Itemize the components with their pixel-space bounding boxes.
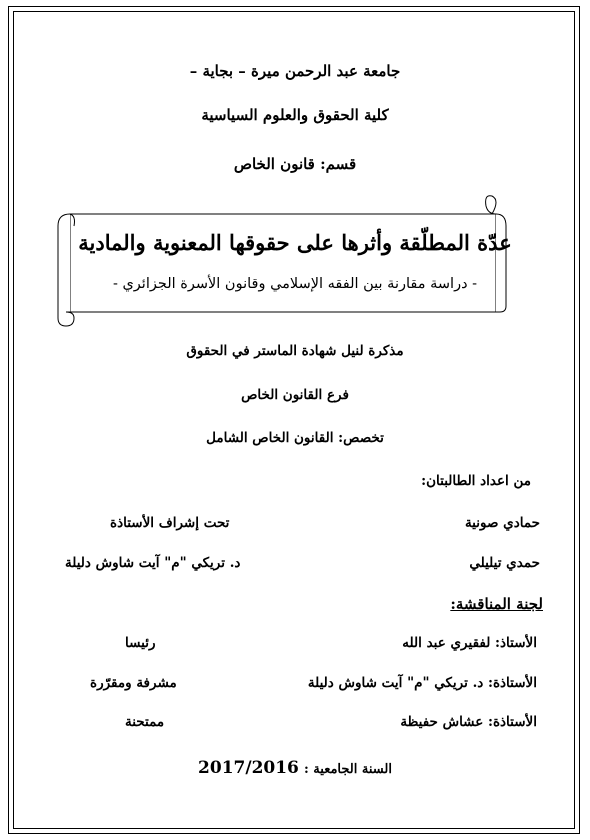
academic-year-value: 2017/2016 [198, 758, 299, 778]
students-heading: من اعداد الطالبتان: [421, 473, 531, 489]
supervisor-name: د. تريكي "م" آيت شاوش دليلة [65, 555, 241, 571]
committee-member-3-role: ممتحنة [125, 714, 165, 730]
thesis-subtitle: - دراسة مقارنة بين الفقه الإسلامي وقانون الأسرة الجزائري - [112, 276, 478, 292]
specialty-line: تخصص: القانون الخاص الشامل [206, 430, 384, 446]
faculty-name: كلية الحقوق والعلوم السياسية [201, 106, 389, 124]
committee-heading: لجنة المناقشة: [450, 595, 543, 613]
committee-member-1-role: رئيسا [125, 635, 156, 651]
academic-year [0, 758, 590, 778]
supervision-label: تحت إشراف الأستاذة [110, 515, 230, 531]
degree-line: مذكرة لنيل شهادة الماستر في الحقوق [186, 343, 404, 359]
committee-member-1-name: الأستاذ: لفقيري عبد الله [402, 635, 537, 651]
academic-year-label: السنة الجامعية : [303, 762, 392, 777]
committee-member-2-role: مشرفة ومقرّرة [90, 675, 177, 691]
department-name: قسم: قانون الخاص [233, 155, 357, 173]
student-2-name: حمدي تيليلي [469, 555, 540, 571]
committee-member-2-name: الأستاذة: د. تريكي "م" آيت شاوش دليلة [307, 675, 537, 691]
student-1-name: حمادي صونية [464, 515, 540, 531]
branch-line: فرع القانون الخاص [241, 387, 349, 403]
committee-member-3-name: الأستاذة: عشاش حفيظة [400, 714, 537, 730]
university-name: جامعة عبد الرحمن ميرة – بجاية – [189, 62, 401, 80]
thesis-title: عدّة المطلّقة وأثرها على حقوقها المعنوية والمادية [78, 230, 512, 255]
